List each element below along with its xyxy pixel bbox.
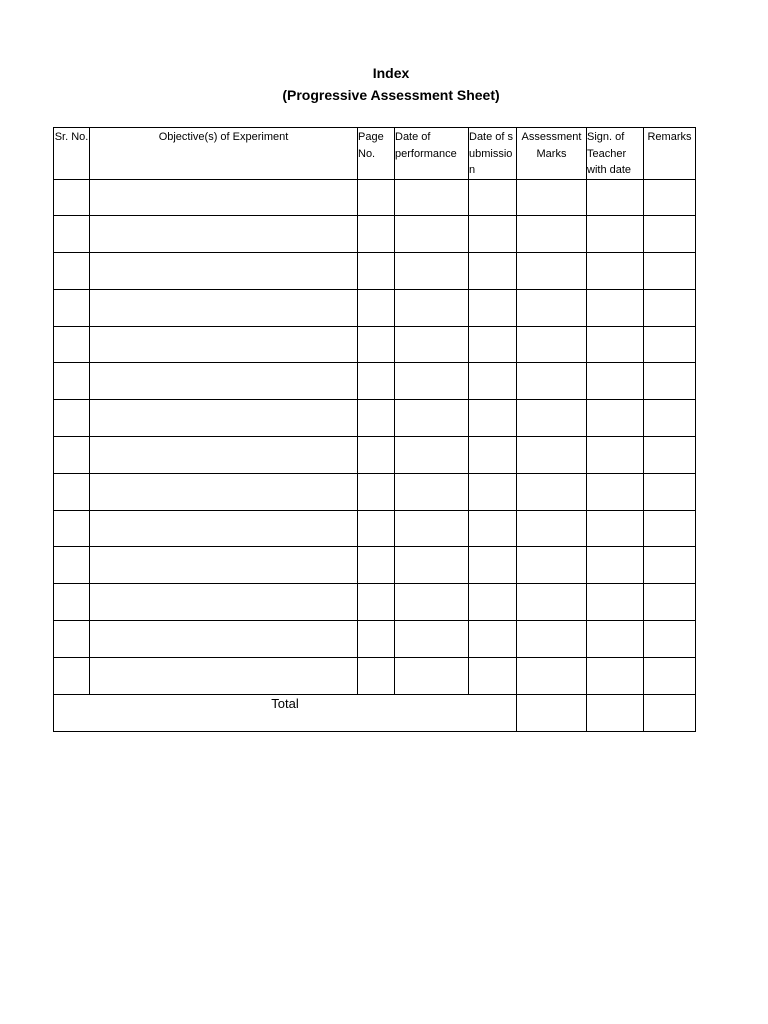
- table-row: [54, 657, 696, 694]
- objective-cell[interactable]: [90, 400, 358, 437]
- header-page-no: Page No.: [358, 128, 395, 180]
- sign-of-teacher-cell[interactable]: [587, 584, 644, 621]
- assessment-marks-cell[interactable]: [517, 473, 587, 510]
- table-row: [54, 289, 696, 326]
- sign-of-teacher-cell[interactable]: [587, 289, 644, 326]
- page-title: Index: [372, 65, 410, 81]
- date-of-performance-cell[interactable]: [395, 657, 469, 694]
- remarks-cell[interactable]: [644, 179, 696, 216]
- table-row: [54, 216, 696, 253]
- objective-cell[interactable]: [90, 216, 358, 253]
- sr-no-cell[interactable]: [54, 547, 90, 584]
- page-no-cell[interactable]: [358, 179, 395, 216]
- date-of-performance-cell[interactable]: [395, 547, 469, 584]
- date-of-submission-cell[interactable]: [469, 510, 517, 547]
- date-of-performance-cell[interactable]: [395, 216, 469, 253]
- sr-no-cell[interactable]: [54, 657, 90, 694]
- table-row: [54, 547, 696, 584]
- sign-of-teacher-cell[interactable]: [587, 363, 644, 400]
- sr-no-cell[interactable]: [54, 216, 90, 253]
- remarks-cell[interactable]: [644, 363, 696, 400]
- page-no-cell[interactable]: [358, 253, 395, 290]
- assessment-marks-cell[interactable]: [517, 253, 587, 290]
- remarks-cell[interactable]: [644, 584, 696, 621]
- total-remarks-cell[interactable]: [644, 694, 696, 731]
- remarks-cell[interactable]: [644, 289, 696, 326]
- page-no-cell[interactable]: [358, 437, 395, 474]
- table-body: [54, 179, 696, 694]
- table-row: [54, 510, 696, 547]
- date-of-performance-cell[interactable]: [395, 326, 469, 363]
- date-of-submission-cell[interactable]: [469, 363, 517, 400]
- sr-no-cell[interactable]: [54, 253, 90, 290]
- date-of-performance-cell[interactable]: [395, 289, 469, 326]
- page-no-cell[interactable]: [358, 657, 395, 694]
- header-sr-no: Sr. No.: [54, 128, 90, 180]
- date-of-submission-cell[interactable]: [469, 437, 517, 474]
- page-no-cell[interactable]: [358, 584, 395, 621]
- objective-cell[interactable]: [90, 253, 358, 290]
- date-of-submission-cell[interactable]: [469, 289, 517, 326]
- date-of-performance-cell[interactable]: [395, 253, 469, 290]
- date-of-performance-cell[interactable]: [395, 584, 469, 621]
- objective-cell[interactable]: [90, 584, 358, 621]
- assessment-marks-cell[interactable]: [517, 216, 587, 253]
- date-of-submission-cell[interactable]: [469, 216, 517, 253]
- objective-cell[interactable]: [90, 657, 358, 694]
- sr-no-cell[interactable]: [54, 363, 90, 400]
- assessment-marks-cell[interactable]: [517, 657, 587, 694]
- sr-no-cell[interactable]: [54, 510, 90, 547]
- sign-of-teacher-cell[interactable]: [587, 179, 644, 216]
- date-of-performance-cell[interactable]: [395, 400, 469, 437]
- assessment-marks-cell[interactable]: [517, 621, 587, 658]
- table-row: [54, 253, 696, 290]
- date-of-submission-cell[interactable]: [469, 621, 517, 658]
- assessment-marks-cell[interactable]: [517, 547, 587, 584]
- objective-cell[interactable]: [90, 326, 358, 363]
- remarks-cell[interactable]: [644, 621, 696, 658]
- header-date-of-submission: Date of submission: [469, 128, 517, 180]
- header-date-of-performance: Date of performance: [395, 128, 469, 180]
- date-of-submission-cell[interactable]: [469, 179, 517, 216]
- page-no-cell[interactable]: [358, 363, 395, 400]
- objective-cell[interactable]: [90, 179, 358, 216]
- date-of-submission-cell[interactable]: [469, 326, 517, 363]
- total-row: [54, 694, 696, 731]
- page-no-cell[interactable]: [358, 547, 395, 584]
- sign-of-teacher-cell[interactable]: [587, 253, 644, 290]
- remarks-cell[interactable]: [644, 437, 696, 474]
- date-of-submission-cell[interactable]: [469, 473, 517, 510]
- assessment-marks-cell[interactable]: [517, 437, 587, 474]
- sr-no-cell[interactable]: [54, 289, 90, 326]
- date-of-submission-cell[interactable]: [469, 253, 517, 290]
- objective-cell[interactable]: [90, 547, 358, 584]
- assessment-marks-cell[interactable]: [517, 289, 587, 326]
- page-no-cell[interactable]: [358, 473, 395, 510]
- objective-cell[interactable]: [90, 473, 358, 510]
- page-no-cell[interactable]: [358, 510, 395, 547]
- objective-cell[interactable]: [90, 437, 358, 474]
- sign-of-teacher-cell[interactable]: [587, 326, 644, 363]
- page-no-cell[interactable]: [358, 216, 395, 253]
- header-objective: Objective(s) of Experiment: [90, 128, 358, 180]
- assessment-marks-cell[interactable]: [517, 584, 587, 621]
- remarks-cell[interactable]: [644, 216, 696, 253]
- sr-no-cell[interactable]: [54, 179, 90, 216]
- total-marks-cell[interactable]: [517, 694, 587, 731]
- date-of-performance-cell[interactable]: [395, 621, 469, 658]
- remarks-cell[interactable]: [644, 657, 696, 694]
- sign-of-teacher-cell[interactable]: [587, 473, 644, 510]
- table-row: [54, 437, 696, 474]
- date-of-performance-cell[interactable]: [395, 473, 469, 510]
- table-row: [54, 621, 696, 658]
- date-of-performance-cell[interactable]: [395, 363, 469, 400]
- date-of-performance-cell[interactable]: [395, 510, 469, 547]
- sr-no-cell[interactable]: [54, 400, 90, 437]
- sr-no-cell[interactable]: [54, 473, 90, 510]
- page-no-cell[interactable]: [358, 326, 395, 363]
- table-row: [54, 473, 696, 510]
- table-row: [54, 584, 696, 621]
- remarks-cell[interactable]: [644, 400, 696, 437]
- page-no-cell[interactable]: [358, 400, 395, 437]
- date-of-submission-cell[interactable]: [469, 657, 517, 694]
- header-sign-of-teacher: Sign. of Teacher with date: [587, 128, 644, 180]
- date-of-submission-cell[interactable]: [469, 400, 517, 437]
- sign-of-teacher-cell[interactable]: [587, 400, 644, 437]
- sign-of-teacher-cell[interactable]: [587, 216, 644, 253]
- remarks-cell[interactable]: [644, 253, 696, 290]
- table-row: [54, 400, 696, 437]
- total-sign-cell[interactable]: [587, 694, 644, 731]
- remarks-cell[interactable]: [644, 326, 696, 363]
- sign-of-teacher-cell[interactable]: [587, 510, 644, 547]
- assessment-table: [53, 127, 696, 732]
- objective-cell[interactable]: [90, 621, 358, 658]
- assessment-marks-cell[interactable]: [517, 400, 587, 437]
- page-no-cell[interactable]: [358, 289, 395, 326]
- date-of-submission-cell[interactable]: [469, 584, 517, 621]
- sr-no-cell[interactable]: [54, 326, 90, 363]
- assessment-marks-cell[interactable]: [517, 179, 587, 216]
- objective-cell[interactable]: [90, 289, 358, 326]
- page-subtitle: (Progressive Assessment Sheet): [282, 87, 500, 103]
- sign-of-teacher-cell[interactable]: [587, 437, 644, 474]
- page-no-cell[interactable]: [358, 621, 395, 658]
- remarks-cell[interactable]: [644, 473, 696, 510]
- assessment-marks-cell[interactable]: [517, 363, 587, 400]
- remarks-cell[interactable]: [644, 547, 696, 584]
- date-of-performance-cell[interactable]: [395, 179, 469, 216]
- header-assessment-marks: Assessment Marks: [517, 128, 587, 180]
- sr-no-cell[interactable]: [54, 621, 90, 658]
- sr-no-cell[interactable]: [54, 437, 90, 474]
- table-row: [54, 363, 696, 400]
- assessment-marks-cell[interactable]: [517, 510, 587, 547]
- objective-cell[interactable]: [90, 363, 358, 400]
- remarks-cell[interactable]: [644, 510, 696, 547]
- objective-cell[interactable]: [90, 510, 358, 547]
- total-label: Total: [54, 694, 517, 731]
- sign-of-teacher-cell[interactable]: [587, 547, 644, 584]
- sign-of-teacher-cell[interactable]: [587, 621, 644, 658]
- date-of-submission-cell[interactable]: [469, 547, 517, 584]
- assessment-marks-cell[interactable]: [517, 326, 587, 363]
- header-remarks: Remarks: [644, 128, 696, 180]
- date-of-performance-cell[interactable]: [395, 437, 469, 474]
- table-row: [54, 179, 696, 216]
- sign-of-teacher-cell[interactable]: [587, 657, 644, 694]
- sr-no-cell[interactable]: [54, 584, 90, 621]
- header-row: [54, 128, 696, 180]
- table-row: [54, 326, 696, 363]
